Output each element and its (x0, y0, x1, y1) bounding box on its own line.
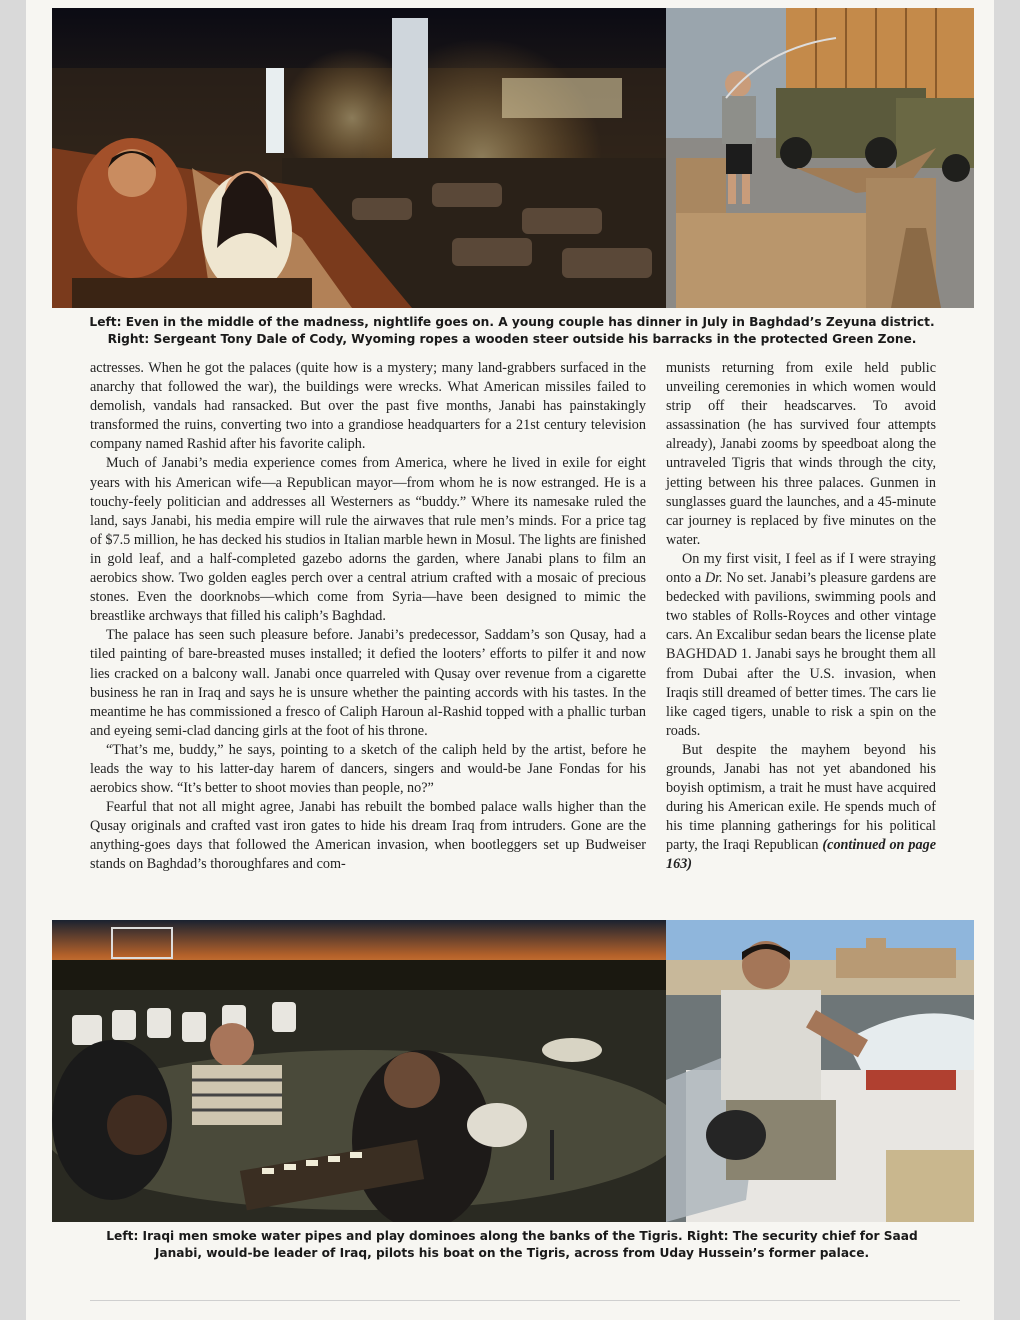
article-left-column (90, 359, 646, 875)
bottom-photo-caption (52, 1228, 972, 1262)
continued-on-page-link[interactable]: (continued on page 163) (666, 837, 936, 873)
article-paragraph: “That’s me, buddy,” he says, pointing to a sketch of the caliph held by the artist, before he leads the way to his latter-day harem of dancers, singers and would-be Jane Fondas for his aerobics show. “It’s better to shoot movies than people, no?” (90, 741, 646, 797)
article-paragraph (666, 550, 936, 741)
article-paragraph: Much of Janabi’s media experience comes from America, where he lived in exile for eight years with his American wife—a Republican mayor—from whom he is now estranged. He is a touchy-feely politician and addresses all Westerners as “buddy.” Where its namesake ruled the land, says Janabi, his media empire will rule the airwaves that rule men’s minds. For a price tag of $7.5 million, he has decked his studios in Italian marble hewn in Mosul. The lights are finished in gold leaf, and a half-completed gazebo adorns the garden, where Janabi plans to film an aerobics show. Two golden eagles perch over a central atrium crafted with a mosaic of precious stones. Even the doorknobs—which come from Syria—have been designed to mimic the breastlike archways that filled his caliph’s Baghdad. (90, 455, 646, 625)
article-paragraph: Fearful that not all might agree, Janabi has rebuilt the bombed palace walls higher than the Qusay originals and crafted vast iron gates to hide his dream Iraq from intruders. Gone are the anything-goes days that followed the American invasion, when bootleggers set up Budweiser stands on Baghdad’s thoroughfares and com- (90, 799, 646, 873)
article-paragraph: actresses. When he got the palaces (quite how is a mystery; many land-grabbers surfaced in the anarchy that followed the war), the buildings were wrecks. What American missiles failed to demolish, vandals had ransacked. But over the past five months, Janabi has painstakingly transformed the ruins, converting two into a grandiose headquarters for a 21st century television company named Rashid after his favorite caliph. (90, 360, 646, 453)
paragraph-text: On my first visit, I feel as if I were straying onto a (666, 550, 936, 587)
article-paragraph: The palace has seen such pleasure before. Janabi’s predecessor, Saddam’s son Qusay, had a tiled painting of bare-breasted muses installed; it defied the looters’ efforts to pilfer it and now lies cracked on a balcony wall. Janabi once quarreled with Qusay over revenue from a cigarette business he ran in Iraq and says he is unsure whether the painting accords with his tastes. In the meantime he has commissioned a fresco of Caliph Haroun al-Rashid topped with a phallic turban and eyeing semi-clad dancing girls at the foot of his throne. (90, 627, 646, 739)
men-playing-dominoes-photo (52, 920, 672, 1222)
night-cafe-street-photo (52, 8, 672, 308)
soldier-roping-steer-photo (666, 8, 974, 308)
paragraph-text: No set. Janabi’s pleasure gardens are bedecked with pavilions, swimming pools and two stables of Rolls-Royces and other vintage cars. An Excalibur sedan bears the license plate BAGHDAD 1. Janabi says he brought them all from Dubai after the U.S. invasion, when Iraqis still dreamed of better times. The cars lie like caged tigers, unable to risk a spin on the roads. (666, 570, 936, 739)
top-caption-line-2: Right: Sergeant Tony Dale of Cody, Wyoming ropes a wooden steer outside his barracks in the protected Green Zone. (107, 332, 917, 346)
footer-divider (90, 1300, 960, 1301)
bottom-caption-line-1: Left: Iraqi men smoke water pipes and play dominoes along the banks of the Tigris. Right: The security chief for Saad (106, 1229, 918, 1243)
top-photo-caption (52, 314, 972, 348)
article-right-column (666, 359, 936, 875)
top-caption-line-1: Left: Even in the middle of the madness, nightlife goes on. A young couple has dinner in July in Baghdad’s Zeyuna district. (89, 315, 935, 329)
bottom-caption-line-2: Janabi, would-be leader of Iraq, pilots his boat on the Tigris, across from Uday Hussein’s former palace. (154, 1246, 870, 1260)
man-piloting-boat-photo (666, 920, 974, 1222)
italic-title: Dr. (704, 570, 723, 587)
article-paragraph: munists returning from exile held public unveiling ceremonies in which women would strip off their headscarves. To avoid assassination (he has survived four attempts already), Janabi zooms by speedboat along the untraveled Tigris that winds through the city, jetting between his three palaces. Gunmen in sunglasses guard the launches, and a 45-minute car journey is replaced by five minutes on the water. (666, 360, 936, 548)
magazine-page (26, 0, 994, 1320)
article-paragraph (666, 741, 936, 875)
paragraph-text: But despite the mayhem beyond his grounds, Janabi has not yet abandoned his boyish optimism, a trait he must have acquired during his American exile. He spends much of his time planning gatherings for his political party, the Iraqi Republican (666, 741, 936, 854)
